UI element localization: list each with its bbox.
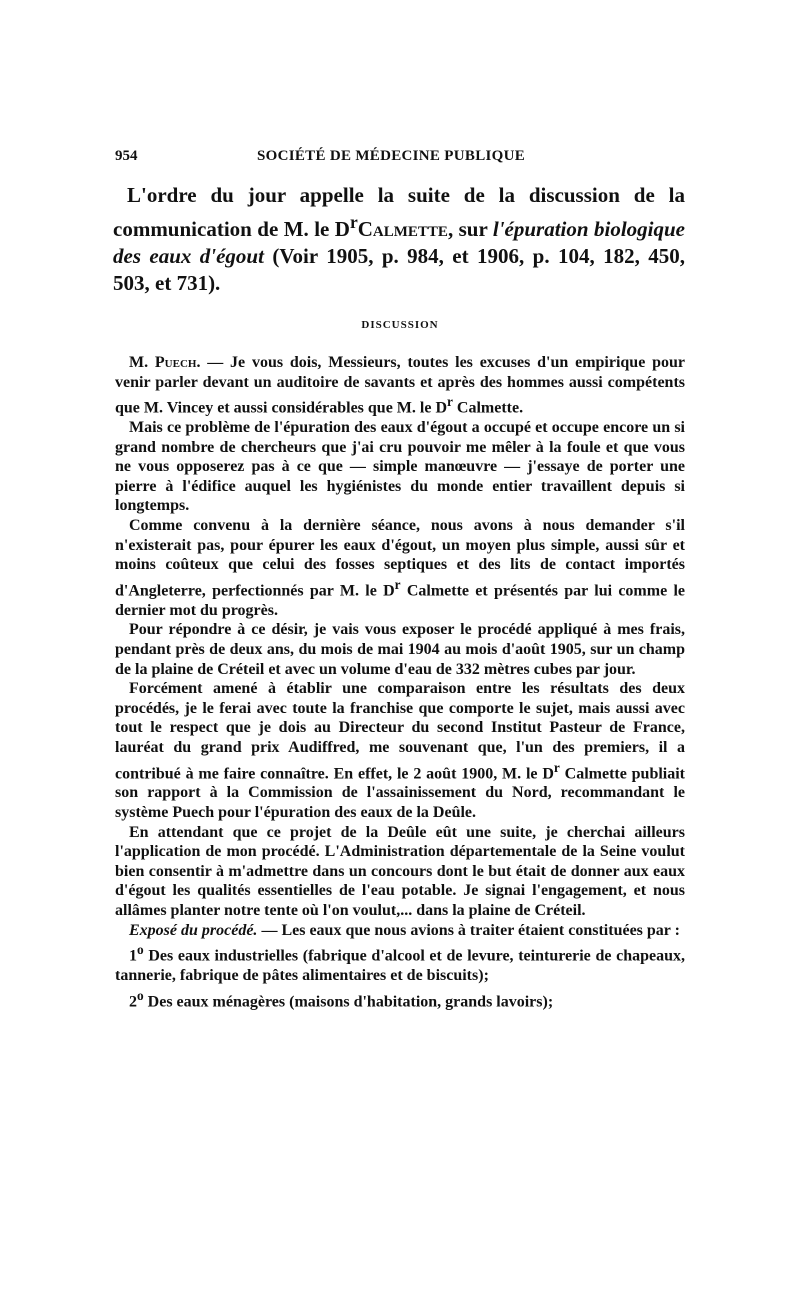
paragraph: En attendant que ce projet de la Deûle eût une suite, je cherchai ailleurs l'application de mon procédé. L'Administration départementale de la Seine voulut bien consentir à m'admettre dans un concours dont le but était de donner aux eaux d'égout les qualités essentielles de l'eau potable. Je signai l'engagement, et nous allâmes planter notre tente où l'on voulut,... dans la plaine de Créteil. [115, 823, 685, 920]
list-item: 2$^o$ Des eaux ménagères (maisons d'habitation, grands lavoirs); [129, 987, 554, 1011]
page-header [115, 148, 685, 172]
paragraph: M. Puech. — Je vous dois, Messieurs, toutes les excuses d'un empirique pour venir parler devant un auditoire de savants et après des hommes aussi compétents que M. Vincey et aussi considérables que M. le $D^r$ Calmette. [115, 354, 686, 417]
paragraph: Exposé du procédé. — Les eaux que nous avions à traiter étaient constituées par : [129, 921, 680, 939]
author-name: Calmette [357, 217, 448, 241]
running-title: SOCIÉTÉ DE MÉDECINE PUBLIQUE [257, 148, 526, 164]
discussion-body [115, 353, 685, 1012]
paragraph: Comme convenu à la dernière séance, nous avons à nous demander s'il n'existerait pas, pour épurer les eaux d'égout, un moyen plus simple, aussi sûr et moins coûteux que celui des fosses septiques et des lits de contact importés d'Angleterre, perfectionnés par M. le $D^r$ Calmette et présentés par lui comme le dernier mot du progrès. [115, 517, 685, 619]
paragraph: Pour répondre à ce désir, je vais vous exposer le procédé appliqué à mes frais, pendant près de deux ans, du mois de mai 1904 au mois d'août 1905, sur un champ de la plaine de Créteil et avec un volume d'eau de 332 mètres cubes par jour. [115, 621, 685, 678]
subsection-label: Exposé du procédé. [129, 921, 258, 939]
paragraph: Forcément amené à établir une comparaison entre les résultats des deux procédés, je le ferai avec toute la franchise que comporte le sujet, mais aussi avec tout le respect que je dois au Directeur du second Institut Pasteur de France, lauréat du grand prix Audiffred, me souvenant que, l'un des premiers, il a contribué à me faire connaître. En effet, le 2 août 1900, M. le $D^r$ Calmette publiait son rapport à la Commission de l'assainissement du Nord, recommandant le système Puech pour l'épuration des eaux de la Deûle. [115, 680, 686, 822]
list-item: 1$^o$ Des eaux industrielles (fabrique d'alcool et de levure, teinturerie de chapeaux, tannerie, fabrique de pâtes alimentaires et de biscuits); [115, 942, 685, 985]
speaker-name: M. Puech. [129, 354, 201, 371]
communication-title: l'épuration biologique des eaux d'égout [113, 217, 685, 268]
section-heading: DISCUSSION [361, 319, 439, 331]
intro-paragraph: L'ordre du jour appelle la suite de la discussion de la communication de M. le $D^rCalmette$, sur l'épuration biologique des eaux d'égout (Voir 1905, p. 984, et 1906, p. 104, 182, 450, 503, et 731). [113, 183, 685, 295]
paragraph: Mais ce problème de l'épuration des eaux d'égout a occupé et occupe encore un si grand nombre de chercheurs que j'ai cru pouvoir me mêler à la foule et que vous ne vous opposerez pas à ce que — simple manœuvre — j'essaye de porter une pierre à l'édifice auquel les hygiénistes du monde entier travaillent depuis si longtemps. [115, 419, 685, 515]
page-number: 954 [115, 148, 138, 164]
